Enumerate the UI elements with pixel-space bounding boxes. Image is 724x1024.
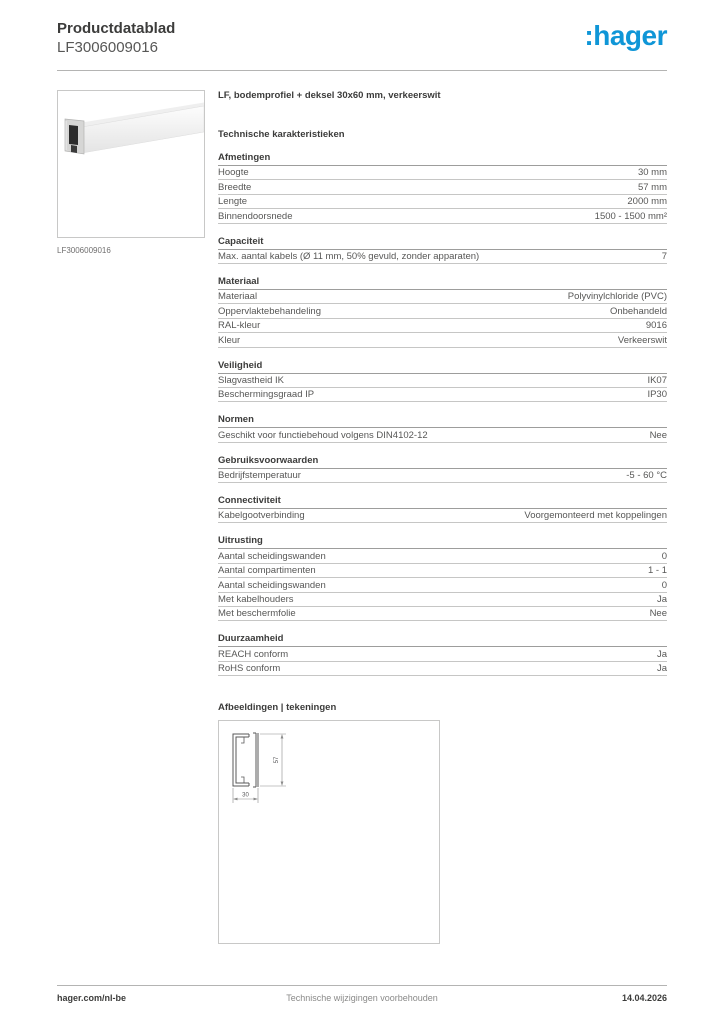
spec-rows xyxy=(218,549,667,621)
spec-row-label: Aantal compartimenten xyxy=(218,565,316,577)
spec-section-title: Uitrusting xyxy=(218,536,667,549)
spec-row-value: IP30 xyxy=(647,389,667,401)
spec-section-title: Gebruiksvoorwaarden xyxy=(218,456,667,469)
spec-row-label: Binnendoorsnede xyxy=(218,210,293,222)
spec-row-value: 7 xyxy=(661,250,667,262)
spec-section-title: Duurzaamheid xyxy=(218,634,667,647)
technical-drawing-frame xyxy=(218,720,440,944)
spec-sections xyxy=(218,153,667,676)
product-title: LF, bodemprofiel + deksel 30x60 mm, verkeerswit xyxy=(218,90,441,101)
spec-row-value: 0 xyxy=(661,579,667,591)
spec-section-title: Connectiviteit xyxy=(218,496,667,509)
spec-row xyxy=(218,607,667,621)
spec-section-title: Afmetingen xyxy=(218,153,667,166)
drawings-heading: Afbeeldingen | tekeningen xyxy=(218,702,337,714)
spec-rows xyxy=(218,166,667,224)
spec-row xyxy=(218,290,667,304)
header-divider xyxy=(57,70,667,71)
spec-section xyxy=(218,237,667,264)
product-photo-trunking xyxy=(58,91,204,237)
footer-disclaimer: Technische wijzigingen voorbehouden xyxy=(286,993,438,1003)
spec-row-label: Aantal scheidingswanden xyxy=(218,579,326,591)
spec-row-value: Onbehandeld xyxy=(609,305,667,317)
document-type-title: Productdatablad xyxy=(57,20,176,37)
spec-row-value: 1500 - 1500 mm² xyxy=(594,210,667,222)
spec-rows xyxy=(218,469,667,483)
footer-divider xyxy=(57,985,667,986)
spec-section xyxy=(218,361,667,403)
spec-row xyxy=(218,195,667,209)
spec-row-value: Nee xyxy=(649,429,667,441)
spec-row-value: Ja xyxy=(656,594,667,606)
spec-row-value: Ja xyxy=(656,648,667,660)
spec-row-value: 0 xyxy=(661,550,667,562)
spec-row xyxy=(218,647,667,661)
header xyxy=(57,19,175,57)
spec-row xyxy=(218,662,667,676)
spec-row xyxy=(218,578,667,592)
spec-row xyxy=(218,593,667,607)
spec-row-value: Voorgemonteerd met koppelingen xyxy=(524,510,667,522)
spec-row-label: Geschikt voor functiebehoud volgens DIN4102-12 xyxy=(218,429,428,441)
spec-section-title: Materiaal xyxy=(218,277,667,290)
spec-row-value: IK07 xyxy=(647,374,667,386)
spec-rows xyxy=(218,647,667,676)
spec-row xyxy=(218,180,667,194)
tech-characteristics-heading: Technische karakteristieken xyxy=(218,129,345,140)
spec-row xyxy=(218,209,667,223)
footer-website-link[interactable]: hager.com/nl-be xyxy=(57,993,127,1003)
spec-section xyxy=(218,496,667,523)
spec-row-label: Kleur xyxy=(218,334,241,346)
spec-section xyxy=(218,415,667,442)
spec-row-label: Materiaal xyxy=(218,291,258,303)
spec-row-value: Nee xyxy=(649,608,667,620)
spec-row xyxy=(218,166,667,180)
spec-section-title: Normen xyxy=(218,415,667,428)
spec-row-label: Bedrijfstemperatuur xyxy=(218,470,301,482)
dimension-width-label: 30 xyxy=(242,792,249,799)
spec-section xyxy=(218,456,667,483)
spec-row-label: Oppervlaktebehandeling xyxy=(218,305,321,317)
spec-rows xyxy=(218,290,667,348)
spec-row xyxy=(218,333,667,347)
spec-row-label: Hoogte xyxy=(218,167,249,179)
spec-row-label: Max. aantal kabels (Ø 11 mm, 50% gevuld, zonder apparaten) xyxy=(218,250,480,262)
spec-row xyxy=(218,549,667,563)
spec-row-value: -5 - 60 °C xyxy=(626,470,667,482)
spec-row xyxy=(218,319,667,333)
spec-row xyxy=(218,388,667,402)
spec-row-label: RAL-kleur xyxy=(218,320,261,332)
spec-rows xyxy=(218,374,667,403)
spec-row-value: Verkeerswit xyxy=(617,334,667,346)
product-photo-frame xyxy=(57,90,205,238)
spec-row-label: Slagvastheid IK xyxy=(218,374,285,386)
footer xyxy=(57,993,667,1005)
spec-row xyxy=(218,469,667,483)
spec-row-label: Met kabelhouders xyxy=(218,594,294,606)
spec-row xyxy=(218,304,667,318)
spec-row xyxy=(218,509,667,523)
hager-logo: :hager xyxy=(584,20,667,51)
spec-row-value: 1 - 1 xyxy=(647,565,667,577)
spec-section xyxy=(218,634,667,676)
product-image-column xyxy=(57,90,205,255)
spec-section-title: Veiligheid xyxy=(218,361,667,374)
spec-rows xyxy=(218,509,667,523)
footer-date: 14.04.2026 xyxy=(621,993,667,1003)
spec-section xyxy=(218,536,667,621)
spec-row xyxy=(218,374,667,388)
spec-rows xyxy=(218,250,667,264)
spec-section xyxy=(218,277,667,348)
product-photo-caption: LF3006009016 xyxy=(57,246,111,255)
spec-row-value: Polyvinylchloride (PVC) xyxy=(567,291,667,303)
dimension-height-label: 57 xyxy=(274,756,280,764)
spec-row-label: Breedte xyxy=(218,181,252,193)
spec-row-label: Kabelgootverbinding xyxy=(218,510,305,522)
spec-row-value: Ja xyxy=(656,663,667,675)
spec-row xyxy=(218,250,667,264)
spec-row-label: RoHS conform xyxy=(218,663,281,675)
spec-row-value: 2000 mm xyxy=(627,196,667,208)
spec-row-value: 57 mm xyxy=(637,181,667,193)
spec-row-value: 30 mm xyxy=(637,167,667,179)
spec-row xyxy=(218,428,667,442)
spec-column xyxy=(218,90,667,944)
spec-row-value: 9016 xyxy=(645,320,667,332)
spec-section-title: Capaciteit xyxy=(218,237,667,250)
spec-row-label: REACH conform xyxy=(218,648,289,660)
spec-section xyxy=(218,153,667,224)
spec-row-label: Aantal scheidingswanden xyxy=(218,550,326,562)
spec-row xyxy=(218,564,667,578)
spec-row-label: Lengte xyxy=(218,196,248,208)
product-reference: LF3006009016 xyxy=(57,39,158,56)
spec-row-label: Beschermingsgraad IP xyxy=(218,389,315,401)
profile-cross-section-drawing xyxy=(223,726,333,816)
spec-row-label: Met beschermfolie xyxy=(218,608,296,620)
spec-rows xyxy=(218,428,667,442)
